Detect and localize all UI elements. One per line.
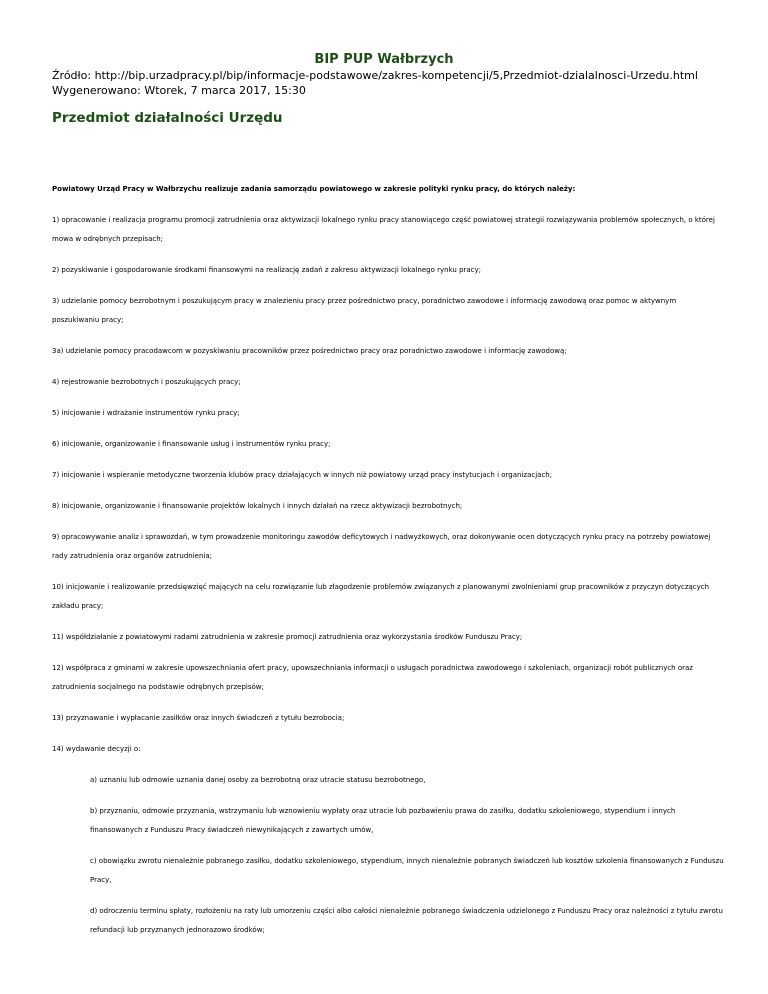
list-item: 6) inicjowanie, organizowanie i finansowanie usług i instrumentów rynku pracy;	[52, 440, 331, 448]
list-item: 8) inicjowanie, organizowanie i finansowanie projektów lokalnych i innych działań na rzecz aktywizacji bezrobotnych;	[52, 502, 463, 510]
list-item: 13) przyznawanie i wypłacanie zasiłków oraz innych świadczeń z tytułu bezrobocia;	[52, 714, 345, 722]
list-item: 9) opracowywanie analiz i sprawozdań, w tym prowadzenie monitoringu zawodów deficytowych i nadwyżkowych, oraz dokonywanie ocen dotyczących rynku pracy na potrzeby powiatowej rady zatrudnienia oraz organów zatrudnienia;	[52, 533, 711, 560]
list-item: 10) inicjowanie i realizowanie przedsięwzięć mających na celu rozwiązanie lub złagodzenie problemów związanych z planowanymi zwolnieniami grup pracowników z przyczyn dotyczących zakładu pracy;	[52, 583, 710, 610]
list-item: 4) rejestrowanie bezrobotnych i poszukujących pracy;	[52, 378, 241, 386]
site-title: BIP PUP Wałbrzych	[314, 52, 454, 67]
list-item: 3) udzielanie pomocy bezrobotnym i poszukującym pracy w znalezieniu pracy przez pośrednictwo pracy, poradnictwo zawodowe i informację zawodową oraz pomoc w aktywnym poszukiwaniu pracy;	[52, 297, 677, 324]
list-item: 14) wydawanie decyzji o:	[52, 745, 141, 753]
list-item: 1) opracowanie i realizacja programu promocji zatrudnienia oraz aktywizacji lokalnego rynku pracy stanowiącego część powiatowej strategii rozwiązywania problemów społecznych, o której mowa w odrębnych przepisach;	[52, 216, 715, 243]
document-body	[52, 180, 724, 952]
list-item: 12) współpraca z gminami w zakresie upowszechniania ofert pracy, upowszechniania informacji o usługach poradnictwa zawodowego i szkoleniach, organizacji robót publicznych oraz zatrudnienia socjalnego na podstawie odrębnych przepisów;	[52, 664, 693, 691]
list-item: 11) współdziałanie z powiatowymi radami zatrudnienia w zakresie promocji zatrudnienia oraz wykorzystania środków Funduszu Pracy;	[52, 633, 523, 641]
sub-list-item: a) uznaniu lub odmowie uznania danej osoby za bezrobotną oraz utracie statusu bezrobotnego,	[90, 776, 426, 784]
sub-list-item: c) obowiązku zwrotu nienależnie pobranego zasiłku, dodatku szkoleniowego, stypendium, innych nienależnie pobranych świadczeń lub kosztów szkolenia finansowanych z Funduszu Pracy,	[90, 857, 724, 884]
generated-line: Wygenerowano: Wtorek, 7 marca 2017, 15:30	[52, 84, 306, 97]
list-item: 2) pozyskiwanie i gospodarowanie środkami finansowymi na realizację zadań z zakresu aktywizacji lokalnego rynku pracy;	[52, 266, 482, 274]
sub-list-item: d) odroczeniu terminu spłaty, rozłożeniu na raty lub umorzeniu części albo całości nienależnie pobranego świadczenia udzielonego z Funduszu Pracy oraz należności z tytułu zwrotu refundacji lub przyznanych jednorazowo środków;	[90, 907, 723, 934]
sub-list-item: b) przyznaniu, odmowie przyznania, wstrzymaniu lub wznowieniu wypłaty oraz utracie lub pozbawieniu prawa do zasiłku, dodatku szkoleniowego, stypendium i innych finansowanych z Funduszu Pracy świadczeń niewynikających z zawartych umów,	[90, 807, 676, 834]
document-meta	[52, 68, 698, 98]
intro-paragraph: Powiatowy Urząd Pracy w Wałbrzychu realizuje zadania samorządu powiatowego w zakresie polityki rynku pracy, do których należy:	[52, 185, 576, 193]
list-item: 5) inicjowanie i wdrażanie instrumentów rynku pracy;	[52, 409, 240, 417]
list-item: 3a) udzielanie pomocy pracodawcom w pozyskiwaniu pracowników przez pośrednictwo pracy oraz poradnictwo zawodowe i informację zawodową;	[52, 347, 567, 355]
list-item: 7) inicjowanie i wspieranie metodyczne tworzenia klubów pracy działających w innych niż powiatowy urząd pracy instytucjach i organizacjach;	[52, 471, 553, 479]
page-title: Przedmiot działalności Urzędu	[52, 110, 283, 126]
sub-list	[52, 771, 724, 940]
source-line: Źródło: http://bip.urzadpracy.pl/bip/informacje-podstawowe/zakres-kompetencji/5,Przedmiot-dzialalnosci-Urzedu.html	[52, 69, 698, 82]
